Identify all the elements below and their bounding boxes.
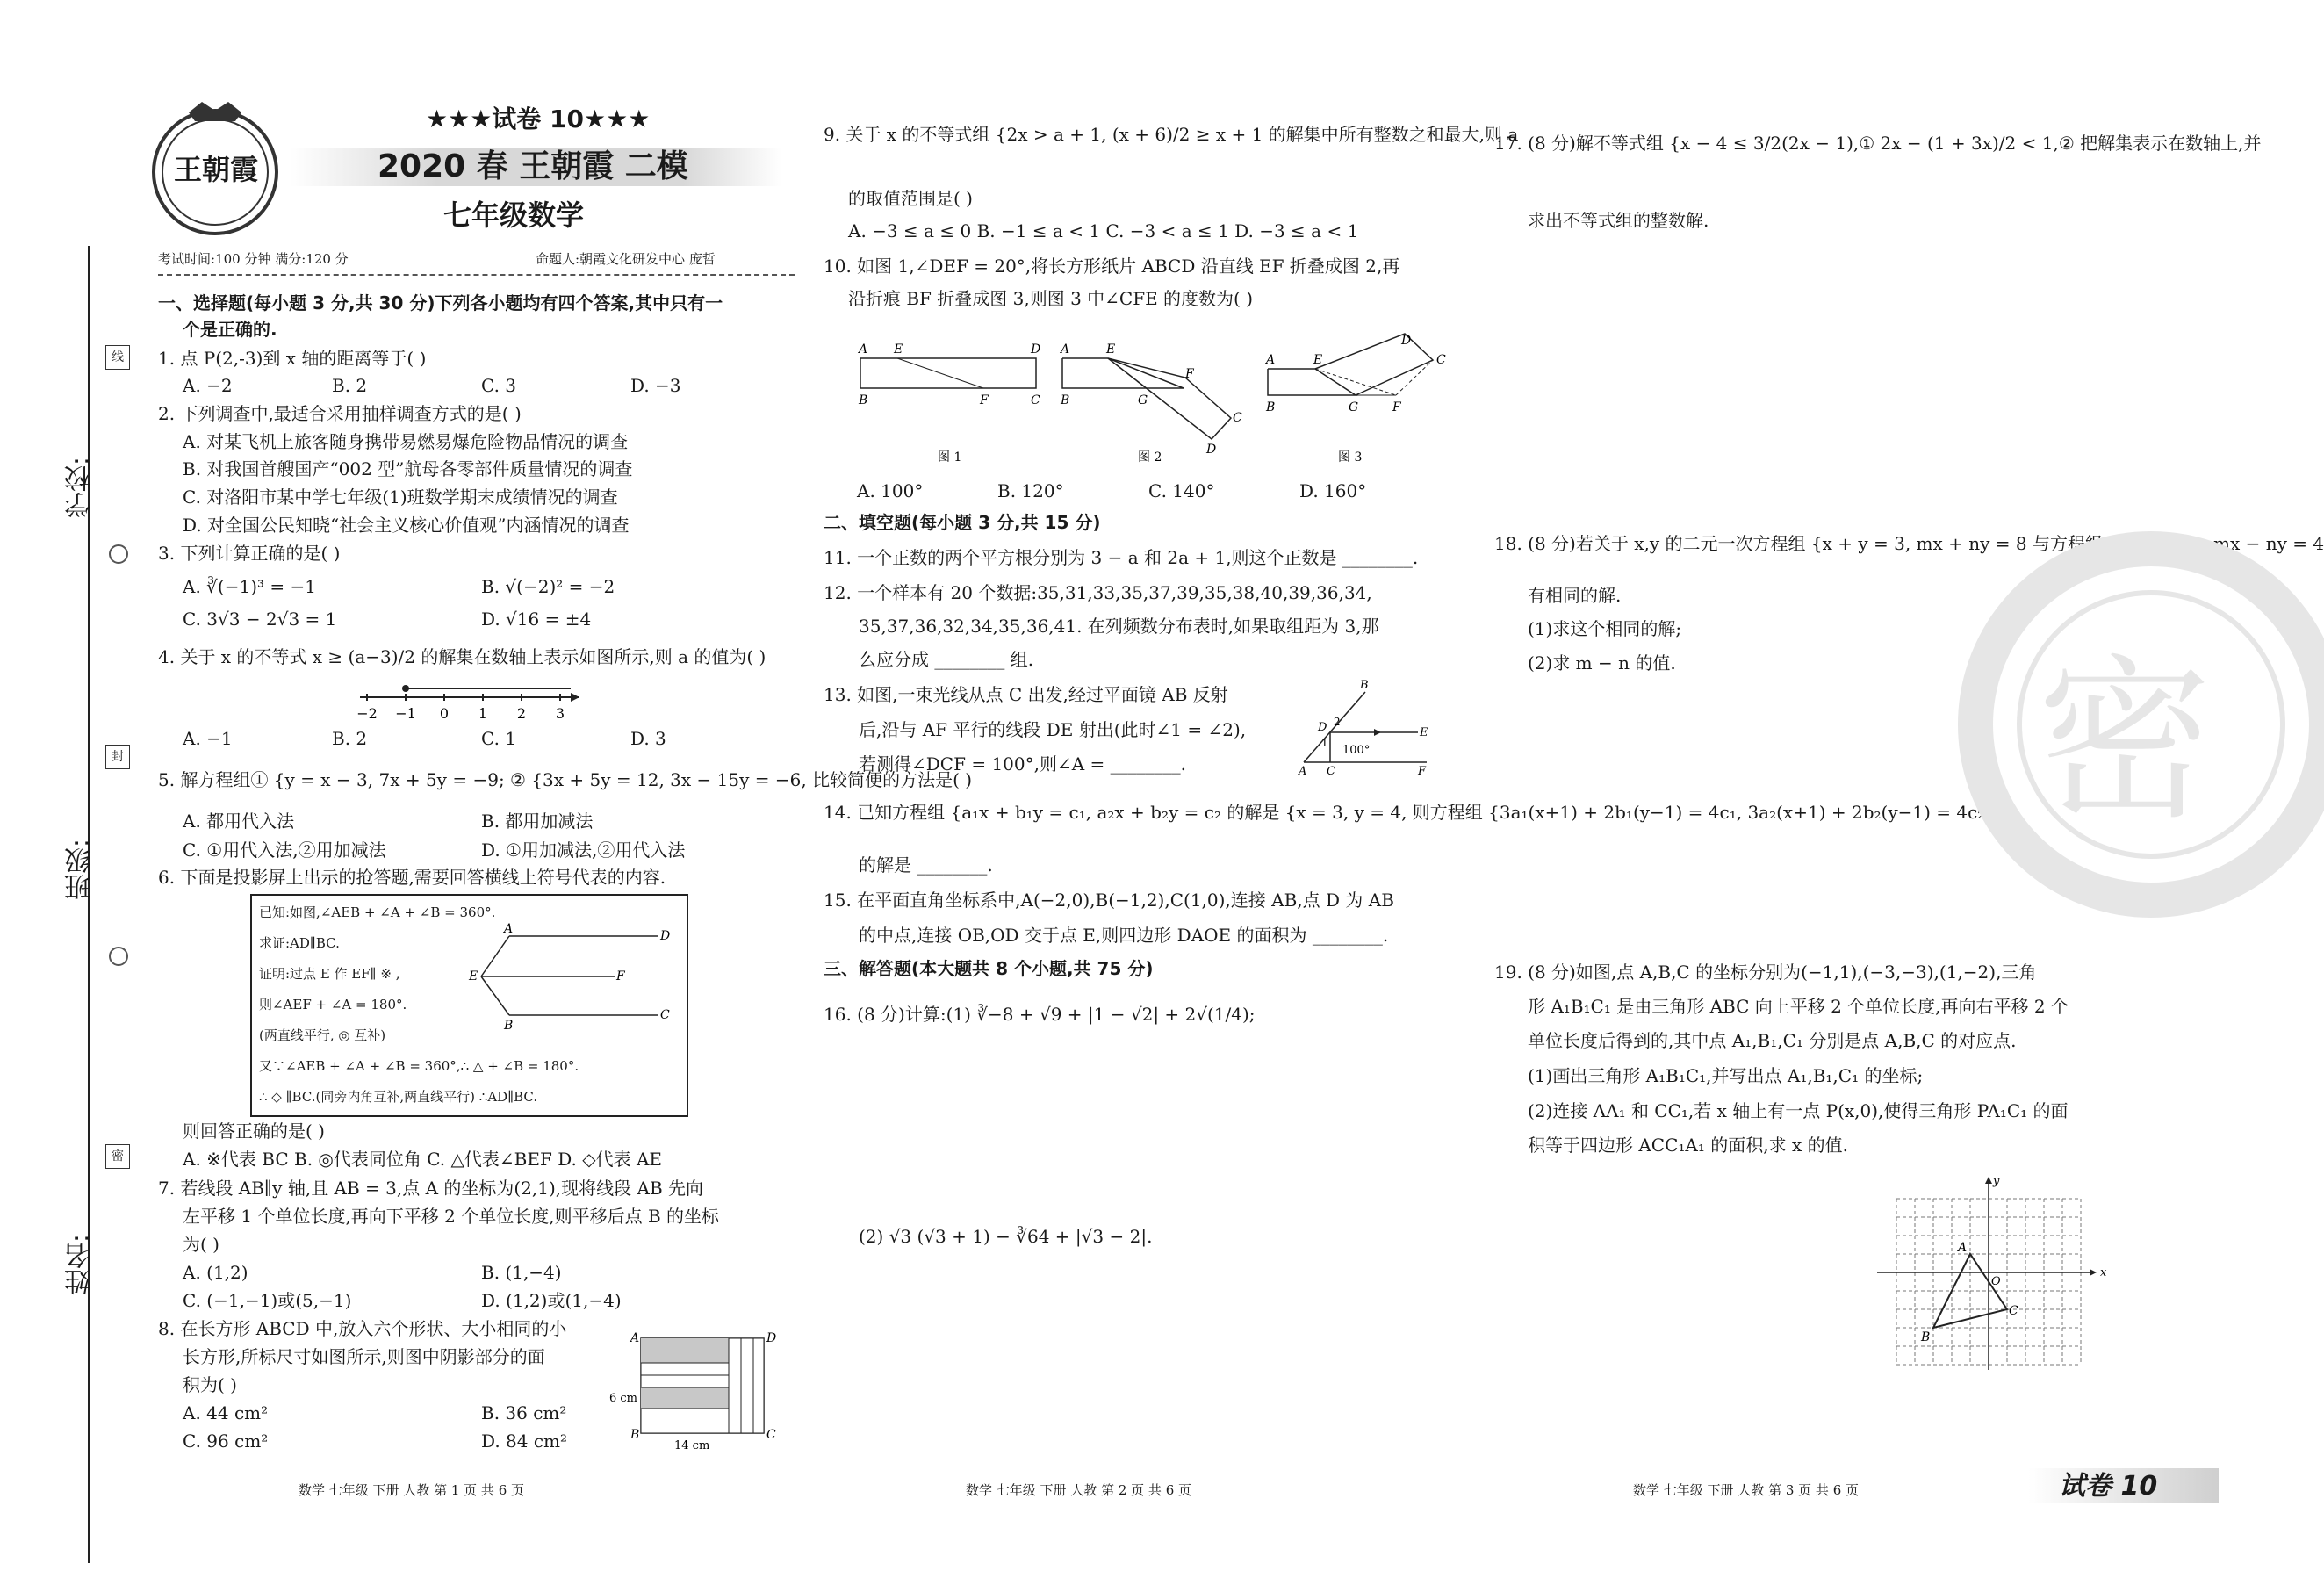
exam-info: 考试时间:100 分钟 满分:120 分 <box>158 251 349 267</box>
q14-cont: 的解是 ________. <box>859 854 993 876</box>
q7-option: A. (1,2) <box>183 1262 248 1283</box>
proof-line: 则∠AEF + ∠A = 180°. <box>259 997 407 1013</box>
exam-title: 2020 春 王朝霞 二模 <box>378 148 688 184</box>
watermark-char: 密 <box>2037 639 2213 844</box>
q3-option: B. √(−2)² = −2 <box>481 576 615 597</box>
svg-text:F: F <box>616 969 625 984</box>
q19: 19. (8 分)如图,点 A,B,C 的坐标分别为(−1,1),(−3,−3),(1,−2),三角 <box>1494 962 2037 983</box>
q12: 12. 一个样本有 20 个数据:35,31,33,35,37,39,35,38,40,39,36,34, <box>824 582 1372 603</box>
q15-cont: 的中点,连接 OB,OD 交于点 E,则四边形 DAOE 的面积为 ________. <box>859 925 1389 946</box>
dim-label: 14 cm <box>674 1439 710 1452</box>
q2-option: A. 对某飞机上旅客随身携带易燃易爆危险物品情况的调查 <box>183 431 629 452</box>
svg-text:C: C <box>766 1428 776 1442</box>
q3-option: A. ∛(−1)³ = −1 <box>183 576 316 597</box>
q7-option: C. (−1,−1)或(5,−1) <box>183 1290 352 1311</box>
q3: 3. 下列计算正确的是( ) <box>158 543 341 564</box>
q10-figures <box>852 334 1466 474</box>
class-label: 班级: <box>65 839 96 901</box>
q4-option: A. −1 <box>183 728 233 749</box>
proof-line: (两直线平行, ◎ 互补) <box>259 1027 386 1043</box>
svg-text:F: F <box>980 393 989 407</box>
q7: 7. 若线段 AB∥y 轴,且 AB = 3,点 A 的坐标为(2,1),现将线段 AB 先向 <box>158 1178 704 1199</box>
seal-seal-char: 封 <box>105 745 130 769</box>
q17-cont: 求出不等式组的整数解. <box>1528 210 1709 231</box>
q19-cont: 形 A₁B₁C₁ 是由三角形 ABC 向上平移 2 个单位长度,再向右平移 2 个 <box>1528 996 2069 1017</box>
q8-option: A. 44 cm² <box>183 1402 269 1423</box>
proof-line: ∴ ◇ ∥BC.(同旁内角互补,两直线平行) ∴AD∥BC. <box>259 1089 538 1105</box>
q5-option: C. ①用代入法,②用加减法 <box>183 840 386 861</box>
q19-part2-cont: 积等于四边形 ACC₁A₁ 的面积,求 x 的值. <box>1528 1135 1848 1156</box>
q5: 5. 解方程组① {y = x − 3, 7x + 5y = −9; ② {3x + 5y = 12, 3x − 15y = −6, 比较简便的方法是( ) <box>158 769 973 790</box>
q10-option: D. 160° <box>1299 480 1367 501</box>
q2: 2. 下列调查中,最适合采用抽样调查方式的是( ) <box>158 403 522 424</box>
q10-option: A. 100° <box>857 480 924 501</box>
logo-text: 王朝霞 <box>174 153 259 186</box>
q10-option: B. 120° <box>997 480 1064 501</box>
q6-options: A. ※代表 BC B. ◎代表同位角 C. △代表∠BEF D. ◇代表 AE <box>183 1149 663 1170</box>
svg-text:B: B <box>1266 400 1276 414</box>
q1: 1. 点 P(2,-3)到 x 轴的距离等于( ) <box>158 348 427 369</box>
svg-text:x: x <box>2100 1266 2107 1279</box>
svg-text:C: C <box>1436 353 1446 367</box>
q8-figure <box>606 1328 781 1451</box>
seal-line-char: 线 <box>105 345 130 370</box>
proof-line: 又∵∠AEB + ∠A + ∠B = 360°,∴ △ + ∠B = 180°. <box>259 1058 579 1074</box>
subject-title: 七年级数学 <box>443 198 585 232</box>
figure-caption: 图 1 <box>938 450 962 465</box>
svg-text:A: A <box>1061 342 1070 357</box>
svg-text:E: E <box>1313 353 1323 367</box>
q1-option: D. −3 <box>630 375 681 396</box>
q5-option: A. 都用代入法 <box>183 811 295 832</box>
tick-label: 0 <box>439 705 450 722</box>
header-divider <box>158 274 795 276</box>
corner-label: 试卷 10 <box>2059 1471 2158 1502</box>
svg-text:F: F <box>1418 765 1427 778</box>
q4-number-line <box>351 676 588 724</box>
q16-part1: 16. (8 分)计算:(1) ∛−8 + √9 + |1 − √2| + 2√(1/4); <box>824 1004 1256 1025</box>
binding-line <box>88 246 90 1563</box>
q1-option: C. 3 <box>481 375 517 396</box>
q13-cont: 后,沿与 AF 平行的线段 DE 射出(此时∠1 = ∠2), <box>859 719 1247 740</box>
q3-option: D. √16 = ±4 <box>481 609 592 630</box>
svg-text:C: C <box>660 1008 670 1022</box>
svg-text:A: A <box>1266 353 1276 367</box>
section1-heading-cont: 个是正确的. <box>183 319 277 340</box>
q3-option: C. 3√3 − 2√3 = 1 <box>183 609 337 630</box>
q13: 13. 如图,一束光线从点 C 出发,经过平面镜 AB 反射 <box>824 684 1228 705</box>
q19-cont: 单位长度后得到的,其中点 A₁,B₁,C₁ 分别是点 A,B,C 的对应点. <box>1528 1030 2017 1051</box>
binding-hole <box>109 947 128 966</box>
tick-label: 3 <box>555 705 565 722</box>
author: 命题人:朝霞文化研发中心 庞哲 <box>536 251 716 267</box>
svg-text:G: G <box>1349 400 1359 414</box>
q1-option: B. 2 <box>332 375 368 396</box>
section1-heading: 一、选择题(每小题 3 分,共 30 分)下列各小题均有四个答案,其中只有一 <box>158 292 723 313</box>
svg-text:D: D <box>660 929 671 943</box>
q6-tail: 则回答正确的是( ) <box>183 1121 325 1142</box>
q8-option: B. 36 cm² <box>481 1402 567 1423</box>
tick-label: −2 <box>356 705 378 722</box>
q12-cont: 35,37,36,32,34,35,36,41. 在列频数分布表时,如果取组距为 3,那 <box>859 616 1379 637</box>
q9-cont: 的取值范围是( ) <box>848 188 973 209</box>
q13-cont: 若测得∠DCF = 100°,则∠A = ________. <box>859 753 1187 775</box>
q8-cont: 积为( ) <box>183 1374 237 1395</box>
svg-text:E: E <box>1106 342 1116 357</box>
q16-part2: (2) √3 (√3 + 1) − ∛64 + |√3 − 2|. <box>859 1226 1153 1247</box>
svg-text:B: B <box>859 393 868 407</box>
q6: 6. 下面是投影屏上出示的抢答题,需要回答横线上符号代表的内容. <box>158 867 666 888</box>
section3-heading: 三、解答题(本大题共 8 个小题,共 75 分) <box>824 958 1154 979</box>
q13-figure <box>1295 676 1444 777</box>
tick-label: −1 <box>395 705 416 722</box>
q10-option: C. 140° <box>1148 480 1215 501</box>
svg-text:C: C <box>2009 1304 2018 1318</box>
q11: 11. 一个正数的两个平方根分别为 3 − a 和 2a + 1,则这个正数是 ________. <box>824 547 1419 568</box>
q7-cont: 左平移 1 个单位长度,再向下平移 2 个单位长度,则平移后点 B 的坐标 <box>183 1206 720 1227</box>
q8-option: C. 96 cm² <box>183 1430 269 1452</box>
q2-option: D. 对全国公民知晓“社会主义核心价值观”内涵情况的调查 <box>183 515 630 536</box>
q4-option: D. 3 <box>630 728 666 749</box>
svg-text:C: C <box>1233 411 1242 425</box>
q8: 8. 在长方形 ABCD 中,放入六个形状、大小相同的小 <box>158 1318 567 1339</box>
page-footer: 数学 七年级 下册 人教 第 1 页 共 6 页 <box>299 1482 525 1498</box>
school-label: 学校: <box>65 457 96 519</box>
q18: 18. (8 分)若关于 x,y 的二元一次方程组 {x + y = 3, mx + ny = 8 与方程组 {x − y = 1, mx − ny = 4 <box>1494 533 2324 554</box>
q5-option: B. 都用加减法 <box>481 811 594 832</box>
svg-text:D: D <box>1401 334 1412 348</box>
svg-text:1: 1 <box>1321 737 1328 749</box>
q18-cont: 有相同的解. <box>1528 585 1622 606</box>
q2-option: C. 对洛阳市某中学七年级(1)班数学期末成绩情况的调查 <box>183 486 618 508</box>
svg-text:O: O <box>1991 1275 2001 1288</box>
figure-caption: 图 3 <box>1338 450 1363 465</box>
svg-text:A: A <box>1299 765 1307 778</box>
q18-part2: (2)求 m − n 的值. <box>1528 652 1676 674</box>
svg-text:B: B <box>1921 1330 1931 1344</box>
q7-option: D. (1,2)或(1,−4) <box>481 1290 622 1311</box>
q17: 17. (8 分)解不等式组 {x − 4 ≤ 3/2(2x − 1),① 2x − (1 + 3x)/2 < 1,② 把解集表示在数轴上,并 <box>1494 133 2262 154</box>
q7-cont: 为( ) <box>183 1234 219 1255</box>
angle-label: 100° <box>1342 744 1371 757</box>
svg-text:F: F <box>1392 400 1401 414</box>
svg-text:A: A <box>1958 1241 1968 1255</box>
q8-option: D. 84 cm² <box>481 1430 568 1452</box>
q8-cont: 长方形,所标尺寸如图所示,则图中阴影部分的面 <box>183 1346 545 1367</box>
svg-text:B: B <box>1360 679 1369 692</box>
q9: 9. 关于 x 的不等式组 {2x > a + 1, (x + 6)/2 ≥ x + 1 的解集中所有整数之和最大,则 a <box>824 124 1519 145</box>
svg-text:2: 2 <box>1334 716 1341 728</box>
q4-option: B. 2 <box>332 728 368 749</box>
svg-text:G: G <box>1138 393 1148 407</box>
q6-figure <box>465 920 680 1034</box>
q12-cont: 么应分成 ________ 组. <box>859 649 1034 670</box>
binding-hole <box>109 544 128 564</box>
q7-option: B. (1,−4) <box>481 1262 562 1283</box>
q14: 14. 已知方程组 {a₁x + b₁y = c₁, a₂x + b₂y = c₂ 的解是 {x = 3, y = 4, 则方程组 {3a₁(x+1) + 2b₁(y−1) = 4c₁, 3a₂(x+1) + 2b₂(y−1) = 4c₂ <box>824 802 1985 823</box>
svg-text:y: y <box>1993 1175 2000 1188</box>
svg-text:D: D <box>1031 342 1041 357</box>
section2-heading: 二、填空题(每小题 3 分,共 15 分) <box>824 512 1101 533</box>
q10-cont: 沿折痕 BF 折叠成图 3,则图 3 中∠CFE 的度数为( ) <box>848 288 1254 309</box>
svg-text:E: E <box>894 342 903 357</box>
svg-text:D: D <box>1206 443 1217 457</box>
q4-option: C. 1 <box>481 728 517 749</box>
svg-text:E: E <box>1420 726 1428 739</box>
q19-part1: (1)画出三角形 A₁B₁C₁,并写出点 A₁,B₁,C₁ 的坐标; <box>1528 1065 1924 1086</box>
svg-text:F: F <box>1185 367 1194 381</box>
svg-text:A: A <box>504 922 514 936</box>
svg-text:B: B <box>630 1428 640 1442</box>
page-footer: 数学 七年级 下册 人教 第 2 页 共 6 页 <box>966 1482 1192 1498</box>
svg-text:B: B <box>1061 393 1070 407</box>
q19-grid-figure <box>1870 1172 2107 1379</box>
q15: 15. 在平面直角坐标系中,A(−2,0),B(−1,2),C(1,0),连接 AB,点 D 为 AB <box>824 890 1394 911</box>
q4: 4. 关于 x 的不等式 x ≥ (a−3)/2 的解集在数轴上表示如图所示,则 a 的值为( ) <box>158 646 766 667</box>
page-footer: 数学 七年级 下册 人教 第 3 页 共 6 页 <box>1633 1482 1860 1498</box>
dim-label: 6 cm <box>609 1392 638 1405</box>
svg-text:D: D <box>1318 721 1327 734</box>
q19-part2: (2)连接 AA₁ 和 CC₁,若 x 轴上有一点 P(x,0),使得三角形 PA₁C₁ 的面 <box>1528 1100 2069 1121</box>
proof-line: 证明:过点 E 作 EF∥ ※ , <box>259 966 400 982</box>
svg-text:C: C <box>1031 393 1040 407</box>
svg-text:C: C <box>1327 765 1335 778</box>
figure-caption: 图 2 <box>1138 450 1162 465</box>
svg-text:A: A <box>859 342 868 357</box>
svg-text:A: A <box>630 1331 640 1345</box>
name-label: 姓名: <box>65 1234 96 1296</box>
q10: 10. 如图 1,∠DEF = 20°,将长方形纸片 ABCD 沿直线 EF 折叠成图 2,再 <box>824 256 1400 277</box>
seal-secret-char: 密 <box>105 1144 130 1169</box>
q9-options: A. −3 ≤ a ≤ 0 B. −1 ≤ a < 1 C. −3 < a ≤ 1 D. −3 ≤ a < 1 <box>848 220 1359 241</box>
q5-option: D. ①用加减法,②用代入法 <box>481 840 686 861</box>
tick-label: 1 <box>478 705 488 722</box>
svg-text:B: B <box>504 1019 514 1033</box>
tick-label: 2 <box>516 705 527 722</box>
q2-option: B. 对我国首艘国产“002 型”航母各零部件质量情况的调查 <box>183 458 633 479</box>
q18-part1: (1)求这个相同的解; <box>1528 618 1682 639</box>
q1-option: A. −2 <box>183 375 233 396</box>
proof-line: 求证:AD∥BC. <box>259 935 340 951</box>
series-title: ★★★试卷 10★★★ <box>426 104 651 133</box>
svg-text:D: D <box>766 1331 777 1345</box>
proof-line: 已知:如图,∠AEB + ∠A + ∠B = 360°. <box>259 904 496 920</box>
svg-text:E: E <box>469 969 478 984</box>
